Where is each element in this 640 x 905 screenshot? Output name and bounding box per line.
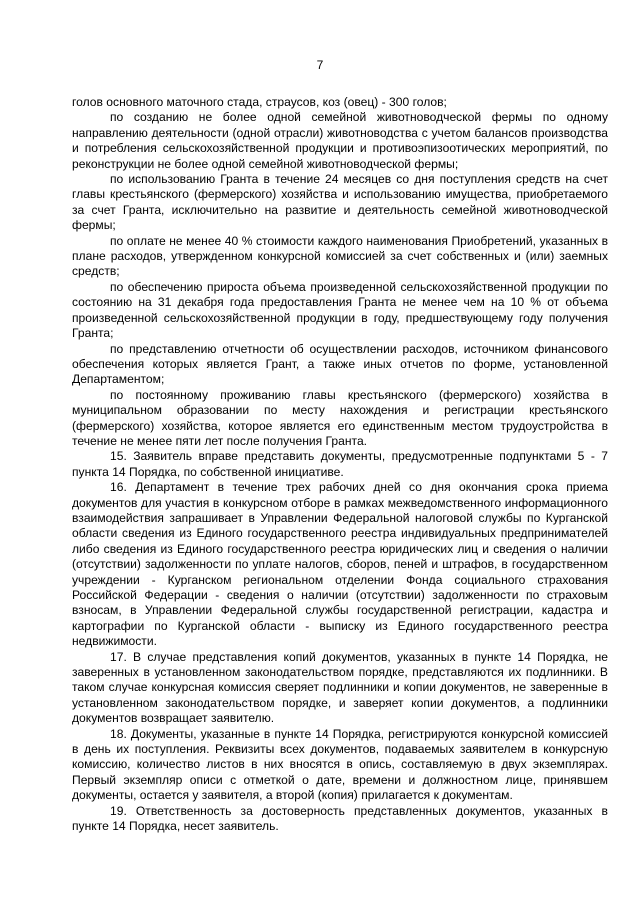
paragraph-cofinancing: по оплате не менее 40 % стоимости каждого наименования Приобретений, указанных в плане расходов, утвержденном конкурсной комиссией за счет собственных и (или) заемных средств; bbox=[72, 233, 608, 279]
paragraph-production-growth: по обеспечению прироста объема произведенной сельскохозяйственной продукции по состоянию на 31 декабря года предоставления Гранта не менее чем на 10 % от объема произведенной сельскохозяйственной продукции в году, предшествующему году получения Гранта; bbox=[72, 279, 608, 341]
paragraph-item-19: 19. Ответственность за достоверность представленных документов, указанных в пункте 14 Порядка, несет заявитель. bbox=[72, 803, 608, 834]
paragraph-farm-creation: по созданию не более одной семейной животноводческой фермы по одному направлению деятельности (одной отрасли) животноводства с учетом балансов производства и потребления сельскохозяйственной продукции и противоэпизоотических мероприятий, по реконструкции не более одной семейной животноводческой фермы; bbox=[72, 110, 608, 171]
paragraph-livestock-limit: голов основного маточного стада, страусов, коз (овец) - 300 голов; bbox=[72, 95, 447, 109]
paragraph-item-17: 17. В случае представления копий документов, указанных в пункте 14 Порядка, не заверенных в установленном законодательством порядке, представляются их подлинники. В таком случае конкурсная комиссия сверяет подлинники и копии документов, не заверенные в установленном законодательством порядке, и заверяет копии документов, а подлинники документов возвращает заявителю. bbox=[72, 649, 608, 726]
paragraph-grant-usage: по использованию Гранта в течение 24 месяцев со дня поступления средств на счет главы крестьянского (фермерского) хозяйства и использованию имущества, приобретаемого за счет Гранта, исключительно на развитие и деятельность семейной животноводческой фермы; bbox=[72, 172, 608, 233]
page-number: 7 bbox=[316, 58, 324, 72]
paragraph-item-15: 15. Заявитель вправе представить документы, предусмотренные подпунктами 5 - 7 пункта 14 Порядка, по собственной инициативе. bbox=[72, 449, 608, 479]
document-body bbox=[72, 95, 608, 835]
paragraph-residence: по постоянному проживанию главы крестьянского (фермерского) хозяйства в муниципальном образовании по месту нахождения и регистрации крестьянского (фермерского) хозяйства, которое является его единственным местом трудоустройства в течение не менее пяти лет после получения Гранта. bbox=[72, 387, 608, 448]
paragraph-item-16: 16. Департамент в течение трех рабочих дней со дня окончания срока приема документов для участия в конкурсном отборе в рамках межведомственного информационного взаимодействия запрашивает в Управлении Федеральной налоговой службы по Курганской области сведения из Единого государственного реестра индивидуальных предпринимателей либо сведения из Единого государственного реестра юридических лиц и сведения о наличии (отсутствии) задолженности по уплате налогов, сборов, пеней и штрафов, в государственном учреждении - Курганском региональном отделении Фонда социального страхования Российской Федерации - сведения о наличии (отсутствии) задолженности по страховым взносам, в Управлении Федеральной службы государственной регистрации, кадастра и картографии по Курганской области - выписку из Единого государственного реестра недвижимости. bbox=[72, 480, 608, 649]
paragraph-reporting: по представлению отчетности об осуществлении расходов, источником финансового обеспечения которых является Грант, а также иных отчетов по форме, установленной Департаментом; bbox=[72, 341, 608, 387]
paragraph-item-18: 18. Документы, указанные в пункте 14 Порядка, регистрируются конкурсной комиссией в день их поступления. Реквизиты всех документов, подаваемых заявителем в конкурсную комиссию, количество листов в них вносятся в опись, составляемую в двух экземплярах. Первый экземпляр описи с отметкой о дате, времени и должностном лице, принявшем документы, остается у заявителя, а второй (копия) прилагается к документам. bbox=[72, 726, 608, 803]
